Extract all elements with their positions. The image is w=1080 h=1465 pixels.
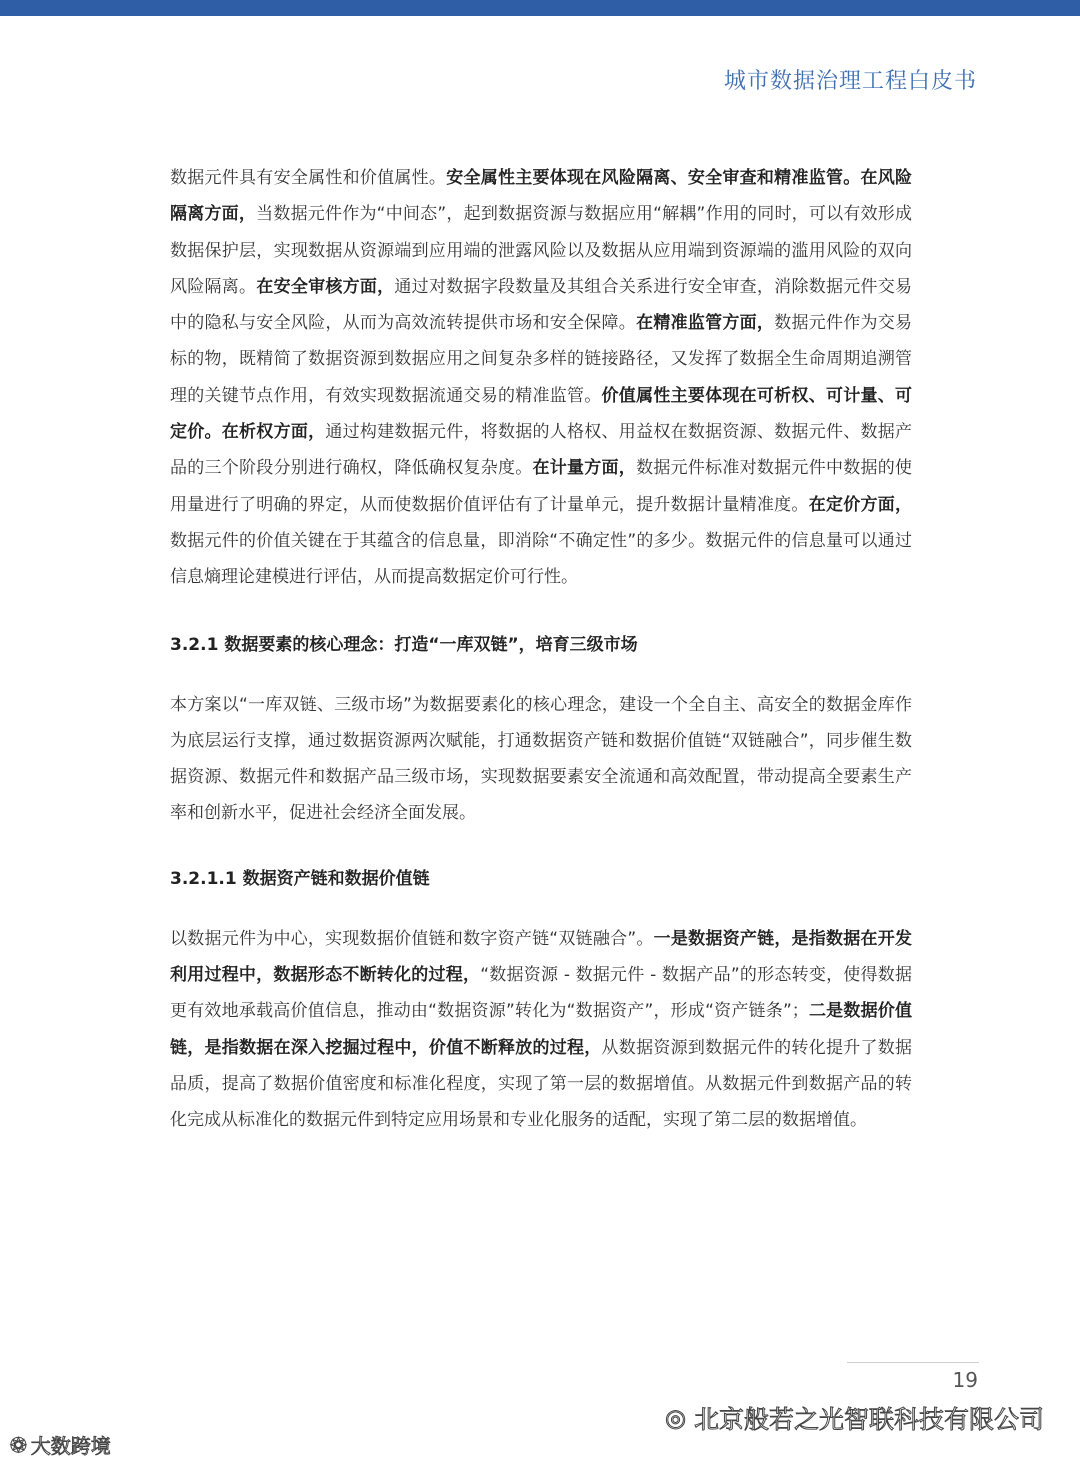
bold-span: 价值属性主要体现在可析权、可计量、可定价。在析权方面， bbox=[170, 385, 912, 443]
watermark-brand-text: 大数跨境 bbox=[30, 1434, 111, 1458]
bold-span: 在精准监管方面， bbox=[636, 313, 775, 334]
watermark-brand bbox=[10, 1430, 111, 1459]
document-title: 城市数据治理工程白皮书 bbox=[723, 69, 977, 94]
bold-span: 在计量方面， bbox=[532, 458, 637, 479]
footer-divider bbox=[847, 1362, 979, 1363]
text-span: 从数据资源到数据元件的转化提升了数据品质，提高了数据价值密度和标准化程度，实现了第一层的数据增值。从数据元件到数据产品的转化完成从标准化的数据元件到特定应用场景和专业化服务的适配，实现了第二层的数据增值。 bbox=[170, 1037, 912, 1131]
watermark-company bbox=[665, 1400, 1044, 1436]
text-span: “数据资源 - 数据元件 - 数据产品”的形态转变，使得数据更有效地承载高价值信息，推动由“数据资源”转化为“数据资产”，形成“资产链条”； bbox=[170, 965, 913, 1022]
bold-span: 在定价方面， bbox=[808, 494, 913, 515]
text-span: 当数据元件作为“中间态”，起到数据资源与数据应用“解耦”作用的同时，可以有效形成数据保护层，实现数据从资源端到应用端的泄露风险以及数据从应用端到资源端的滥用风险的双向风险隔离。 bbox=[170, 204, 913, 297]
bold-span: 一是数据资产链，是指数据在开发利用过程中，数据形态不断转化的过程， bbox=[170, 928, 913, 986]
paragraph-asset-value-chain bbox=[170, 921, 912, 1139]
section-heading-3-2-1-1: 3.2.1.1 数据资产链和数据价值链 bbox=[170, 868, 430, 889]
page-number: 19 bbox=[952, 1368, 978, 1392]
brand-logo-icon: ❂ bbox=[10, 1432, 27, 1457]
header-color-bar bbox=[0, 0, 1080, 16]
text-span: 通过构建数据元件，将数据的人格权、用益权在数据资源、数据元件、数据产品的三个阶段分别进行确权，降低确权复杂度。 bbox=[170, 422, 913, 479]
text-span: 以数据元件为中心，实现数据价值链和数字资产链“双链融合”。 bbox=[170, 928, 654, 949]
text-span: 数据元件标准对数据元件中数据的使用量进行了明确的界定，从而使数据价值评估有了计量单元，提升数据计量精准度。 bbox=[170, 458, 913, 515]
text-span: 数据元件作为交易标的物，既精简了数据资源到数据应用之间复杂多样的链接路径，又发挥了数据全生命周期追溯管理的关键节点作用，有效实现数据流通交易的精准监管。 bbox=[170, 313, 913, 406]
text-span: 数据元件的价值关键在于其蕴含的信息量，即消除“不确定性”的多少。数据元件的信息量可以通过信息熵理论建模进行评估，从而提高数据定价可行性。 bbox=[170, 530, 912, 588]
paragraph-core-concept: 本方案以“一库双链、三级市场”为数据要素化的核心理念，建设一个全自主、高安全的数据金库作为底层运行支撑，通过数据资源两次赋能，打通数据资产链和数据价值链“双链融合”，同步催生数据资源、数据元件和数据产品三级市场，实现数据要素安全流通和高效配置，带动提高全要素生产率和创新水平，促进社会经济全面发展。 bbox=[170, 694, 912, 824]
paragraph-data-element-attributes bbox=[170, 160, 912, 596]
bold-span: 在安全审核方面， bbox=[256, 276, 395, 297]
page-content bbox=[170, 160, 912, 1139]
bold-span: 二是数据价值链，是指数据在深入挖掘过程中，价值不断释放的过程， bbox=[170, 1001, 912, 1058]
text-span: 数据元件具有安全属性和价值属性。 bbox=[170, 168, 447, 188]
bold-span: 安全属性主要体现在风险隔离、安全审查和精准监管。在风险隔离方面， bbox=[170, 168, 913, 225]
section-heading-3-2-1: 3.2.1 数据要素的核心理念：打造“一库双链”，培育三级市场 bbox=[170, 634, 638, 655]
watermark-company-text: 北京般若之光智联科技有限公司 bbox=[693, 1405, 1044, 1434]
text-span: 通过对数据字段数量及其组合关系进行安全审查，消除数据元件交易中的隐私与安全风险，从而为高效流转提供市场和安全保障。 bbox=[170, 276, 913, 334]
wechat-icon: ◎ bbox=[665, 1404, 686, 1432]
